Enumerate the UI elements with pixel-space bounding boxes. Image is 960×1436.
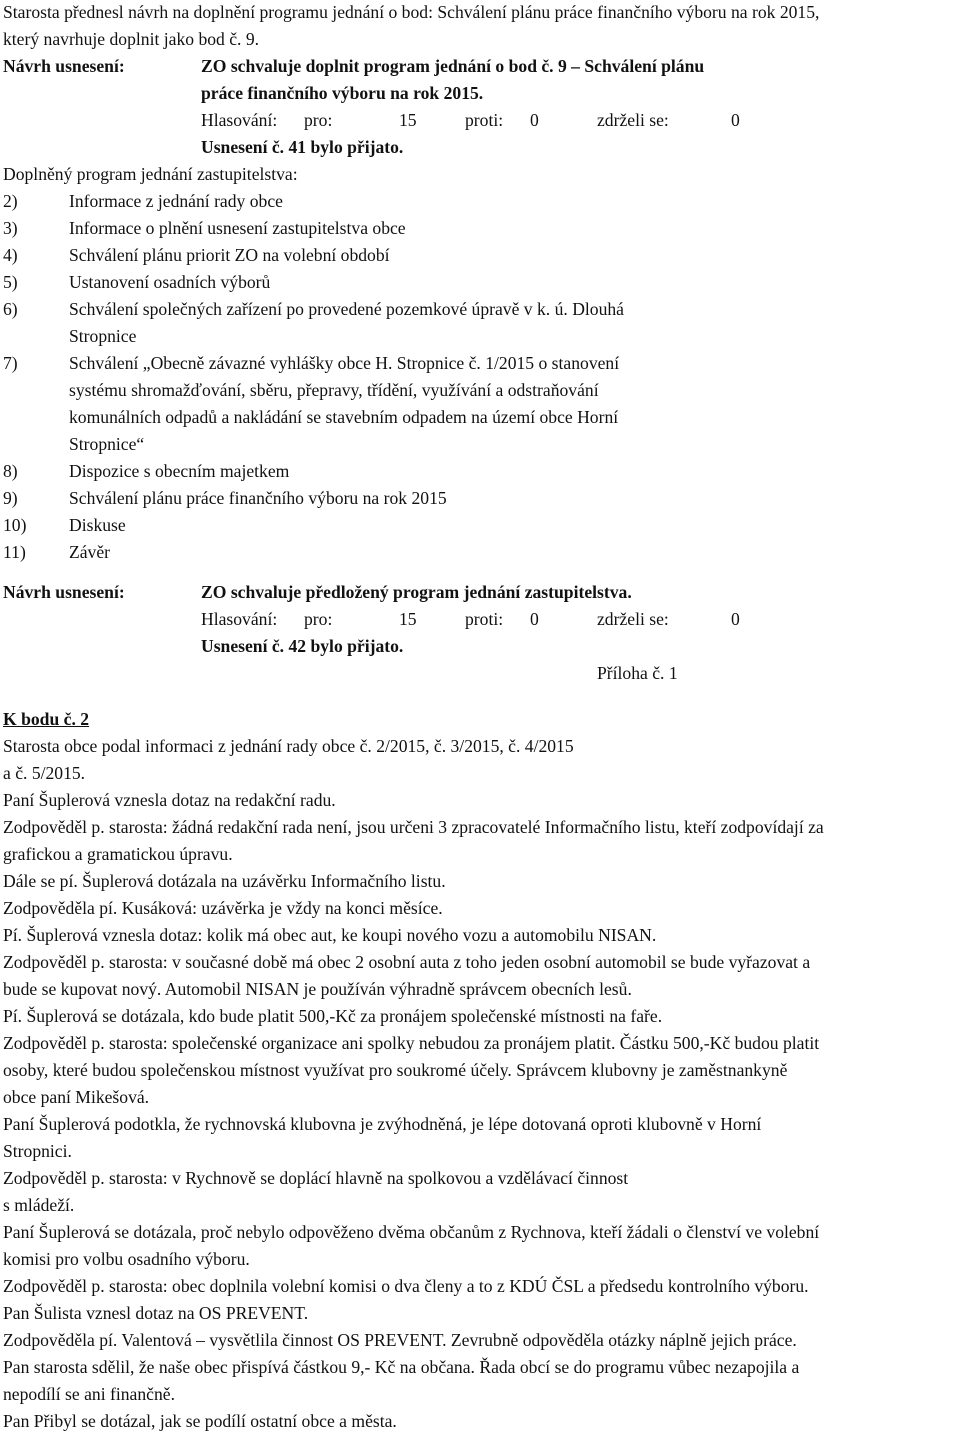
vote-proti-label: proti:	[465, 110, 504, 130]
body-line: Zodpověděl p. starosta: společenské organizace ani spolky nebudou za pronájem platit. Částku 500,-Kč budou platit	[3, 1033, 820, 1053]
body-line: nepodílí se ani finančně.	[3, 1384, 175, 1404]
body-line: Starosta obce podal informaci z jednání rady obce č. 2/2015, č. 3/2015, č. 4/2015	[3, 736, 574, 756]
body-line: Paní Šuplerová podotkla, že rychnovská klubovna je zvýhodněná, je lépe dotovaná oproti klubovně v Horní	[3, 1114, 762, 1134]
body-line: Zodpověděla pí. Kusáková: uzávěrka je vždy na konci měsíce.	[3, 898, 443, 918]
body-line: Pí. Šuplerová vznesla dotaz: kolik má obec aut, ke koupi nového vozu a automobilu NISAN.	[3, 925, 657, 945]
list-item-number: 5)	[3, 272, 18, 292]
list-item-number: 8)	[3, 461, 18, 481]
list-item-number: 4)	[3, 245, 18, 265]
body-line: Zodpověděl p. starosta: obec doplnila volební komisi o dva členy a to z KDÚ ČSL a předsedu kontrolního výboru.	[3, 1276, 809, 1296]
body-line: Stropnici.	[3, 1141, 72, 1161]
attachment-label: Příloha č. 1	[597, 663, 678, 683]
list-item-continuation: Stropnice“	[69, 434, 145, 454]
body-line: Zodpověděl p. starosta: žádná redakční rada není, jsou určeni 3 zpracovatelé Informačního listu, kteří zodpovídají za	[3, 817, 824, 837]
proposal-1-resolution: Usnesení č. 41 bylo přijato.	[201, 137, 404, 157]
vote-hlasovani-label: Hlasování:	[201, 609, 278, 629]
body-line: Zodpověděl p. starosta: v současné době má obec 2 osobní auta z toho jeden osobní automobil se bude vyřazovat a	[3, 952, 811, 972]
program-title: Doplněný program jednání zastupitelstva:	[3, 164, 298, 184]
section-2-heading: K bodu č. 2	[3, 709, 90, 729]
vote-pro-label: pro:	[304, 609, 333, 629]
body-line: a č. 5/2015.	[3, 763, 86, 783]
list-item-number: 2)	[3, 191, 18, 211]
body-line: bude se kupovat nový. Automobil NISAN je používán výhradně správcem obecních lesů.	[3, 979, 632, 999]
list-item: Informace o plnění usnesení zastupitelstva obce	[69, 218, 406, 238]
list-item-continuation: komunálních odpadů a nakládání se stavebním odpadem na území obce Horní	[69, 407, 619, 427]
vote-pro-value: 15	[399, 609, 417, 629]
list-item: Schválení plánu práce finančního výboru na rok 2015	[69, 488, 447, 508]
proposal-1-text-2: práce finančního výboru na rok 2015.	[201, 83, 484, 103]
vote-pro-value: 15	[399, 110, 417, 130]
list-item-number: 6)	[3, 299, 18, 319]
list-item-number: 7)	[3, 353, 18, 373]
list-item: Závěr	[69, 542, 111, 562]
body-line: Zodpověděla pí. Valentová – vysvětlila činnost OS PREVENT. Zevrubně odpověděla otázky náplně jejich práce.	[3, 1330, 797, 1350]
vote-zdrzeli-label: zdrželi se:	[597, 609, 669, 629]
body-line: Paní Šuplerová vznesla dotaz na redakční radu.	[3, 790, 336, 810]
list-item: Schválení společných zařízení po provedené pozemkové úpravě v k. ú. Dlouhá	[69, 299, 624, 319]
body-line: Paní Šuplerová se dotázala, proč nebylo odpověženo dvěma občanům z Rychnova, kteří žádali o členství ve volební	[3, 1222, 820, 1242]
proposal-2-label: Návrh usnesení:	[3, 582, 125, 602]
list-item-number: 10)	[3, 515, 27, 535]
vote-proti-value: 0	[530, 110, 539, 130]
body-line: grafickou a gramatickou úpravu.	[3, 844, 233, 864]
proposal-2-text: ZO schvaluje předložený program jednání zastupitelstva.	[201, 582, 632, 602]
body-line: Pan Přibyl se dotázal, jak se podílí ostatní obce a města.	[3, 1411, 397, 1431]
vote-zdrzeli-value: 0	[731, 609, 740, 629]
vote-pro-label: pro:	[304, 110, 333, 130]
list-item-continuation: systému shromažďování, sběru, přepravy, třídění, využívání a odstraňování	[69, 380, 599, 400]
vote-proti-label: proti:	[465, 609, 504, 629]
vote-hlasovani-label: Hlasování:	[201, 110, 278, 130]
list-item: Schválení plánu priorit ZO na volební období	[69, 245, 390, 265]
body-line: Dále se pí. Šuplerová dotázala na uzávěrku Informačního listu.	[3, 871, 446, 891]
vote-zdrzeli-value: 0	[731, 110, 740, 130]
body-line: komisi pro volbu osadního výboru.	[3, 1249, 250, 1269]
intro-line-2: který navrhuje doplnit jako bod č. 9.	[3, 29, 260, 49]
list-item: Dispozice s obecním majetkem	[69, 461, 290, 481]
intro-line-1: Starosta přednesl návrh na doplnění programu jednání o bod: Schválení plánu práce finančního výboru na rok 2015,	[3, 2, 820, 22]
vote-proti-value: 0	[530, 609, 539, 629]
body-line: s mládeží.	[3, 1195, 75, 1215]
vote-zdrzeli-label: zdrželi se:	[597, 110, 669, 130]
body-line: Pí. Šuplerová se dotázala, kdo bude platit 500,-Kč za pronájem společenské místnosti na faře.	[3, 1006, 663, 1026]
proposal-1-text-1: ZO schvaluje doplnit program jednání o bod č. 9 – Schválení plánu	[201, 56, 705, 76]
proposal-1-label: Návrh usnesení:	[3, 56, 125, 76]
list-item-number: 9)	[3, 488, 18, 508]
body-line: Pan starosta sdělil, že naše obec přispívá částkou 9,- Kč na občana. Řada obcí se do programu vůbec nezapojila a	[3, 1357, 800, 1377]
list-item-number: 3)	[3, 218, 18, 238]
list-item: Diskuse	[69, 515, 126, 535]
list-item: Schválení „Obecně závazné vyhlášky obce H. Stropnice č. 1/2015 o stanovení	[69, 353, 620, 373]
list-item: Informace z jednání rady obce	[69, 191, 283, 211]
list-item-number: 11)	[3, 542, 26, 562]
body-line: osoby, které budou společenskou místnost využívat pro soukromé účely. Správcem klubovny je zaměstnankyně	[3, 1060, 788, 1080]
proposal-2-resolution: Usnesení č. 42 bylo přijato.	[201, 636, 404, 656]
body-line: Zodpověděl p. starosta: v Rychnově se doplácí hlavně na spolkovou a vzdělávací činnost	[3, 1168, 629, 1188]
body-line: obce paní Mikešová.	[3, 1087, 150, 1107]
list-item: Ustanovení osadních výborů	[69, 272, 271, 292]
body-line: Pan Šulista vznesl dotaz na OS PREVENT.	[3, 1303, 309, 1323]
list-item-continuation: Stropnice	[69, 326, 137, 346]
